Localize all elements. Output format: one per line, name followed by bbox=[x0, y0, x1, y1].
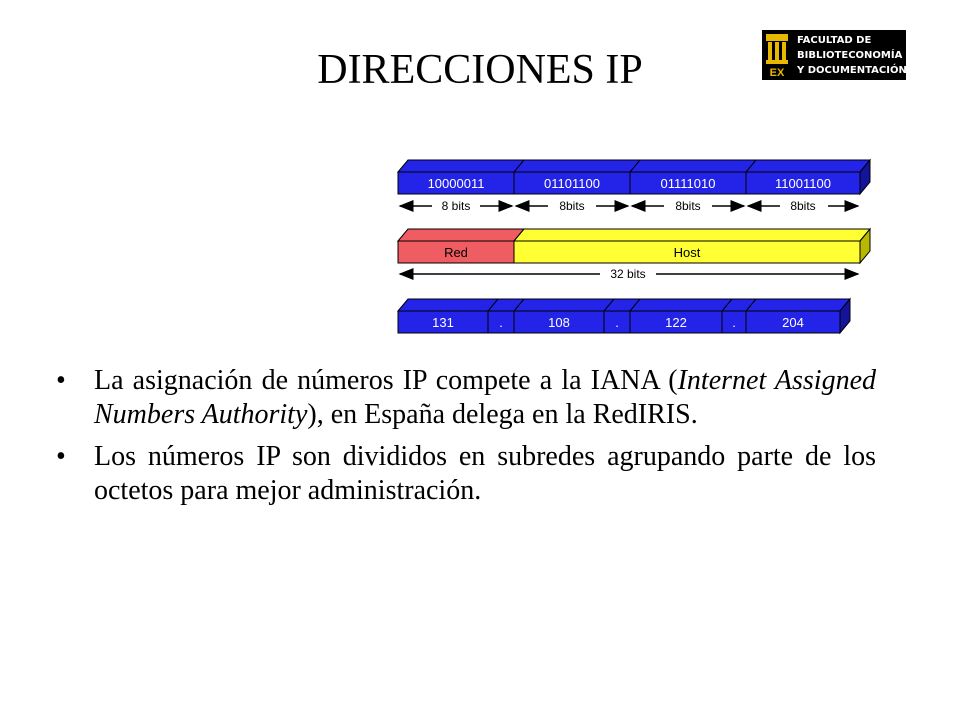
bullet-dot: • bbox=[56, 441, 66, 472]
logo-line: FACULTAD DE bbox=[797, 35, 872, 46]
bullet-item bbox=[56, 364, 876, 432]
separator-dot: . bbox=[732, 315, 736, 330]
decimal-octet: 108 bbox=[548, 315, 570, 330]
bullet-text: Los números IP son divididos en subredes agrupando parte de los octetos para mejor administración. bbox=[94, 441, 876, 506]
binary-octet: 01101100 bbox=[544, 176, 600, 191]
bullet-dot: • bbox=[56, 365, 66, 396]
binary-octet: 11001100 bbox=[775, 176, 831, 191]
network-label: Red bbox=[444, 245, 468, 260]
logo-line: BIBLIOTECONOMÍA bbox=[797, 50, 903, 61]
logo-line: Y DOCUMENTACIÓN bbox=[797, 65, 907, 76]
decimal-octet: 204 bbox=[782, 315, 804, 330]
logo-mark: EX bbox=[769, 67, 785, 79]
network-host-bar bbox=[398, 229, 870, 263]
bullet-italic-text: Internet Assigned Numbers Authority bbox=[94, 365, 876, 430]
binary-octet-bar bbox=[398, 160, 870, 194]
host-label: Host bbox=[673, 245, 701, 260]
decimal-octet: 122 bbox=[665, 315, 687, 330]
octet-width-label: 8bits bbox=[790, 199, 816, 213]
bullet-text: La asignación de números IP compete a la IANA ( bbox=[94, 365, 678, 396]
total-width-arrow bbox=[400, 267, 858, 281]
bullet-text: ), en España delega en la RedIRIS. bbox=[307, 399, 698, 430]
decimal-octet: 131 bbox=[432, 315, 454, 330]
octet-width-label: 8bits bbox=[675, 199, 701, 213]
separator-dot: . bbox=[499, 315, 503, 330]
binary-octet: 10000011 bbox=[427, 176, 485, 191]
octet-width-label: 8 bits bbox=[441, 199, 471, 213]
slide-title: DIRECCIONES IP bbox=[317, 47, 643, 93]
octet-width-arrows bbox=[400, 199, 858, 213]
total-width-label: 32 bits bbox=[610, 267, 646, 281]
binary-octet: 01111010 bbox=[660, 176, 716, 191]
bullet-item bbox=[56, 440, 876, 508]
decimal-octet-bar bbox=[398, 299, 850, 333]
separator-dot: . bbox=[615, 315, 619, 330]
octet-width-label: 8bits bbox=[559, 199, 585, 213]
bullet-list bbox=[56, 364, 876, 516]
